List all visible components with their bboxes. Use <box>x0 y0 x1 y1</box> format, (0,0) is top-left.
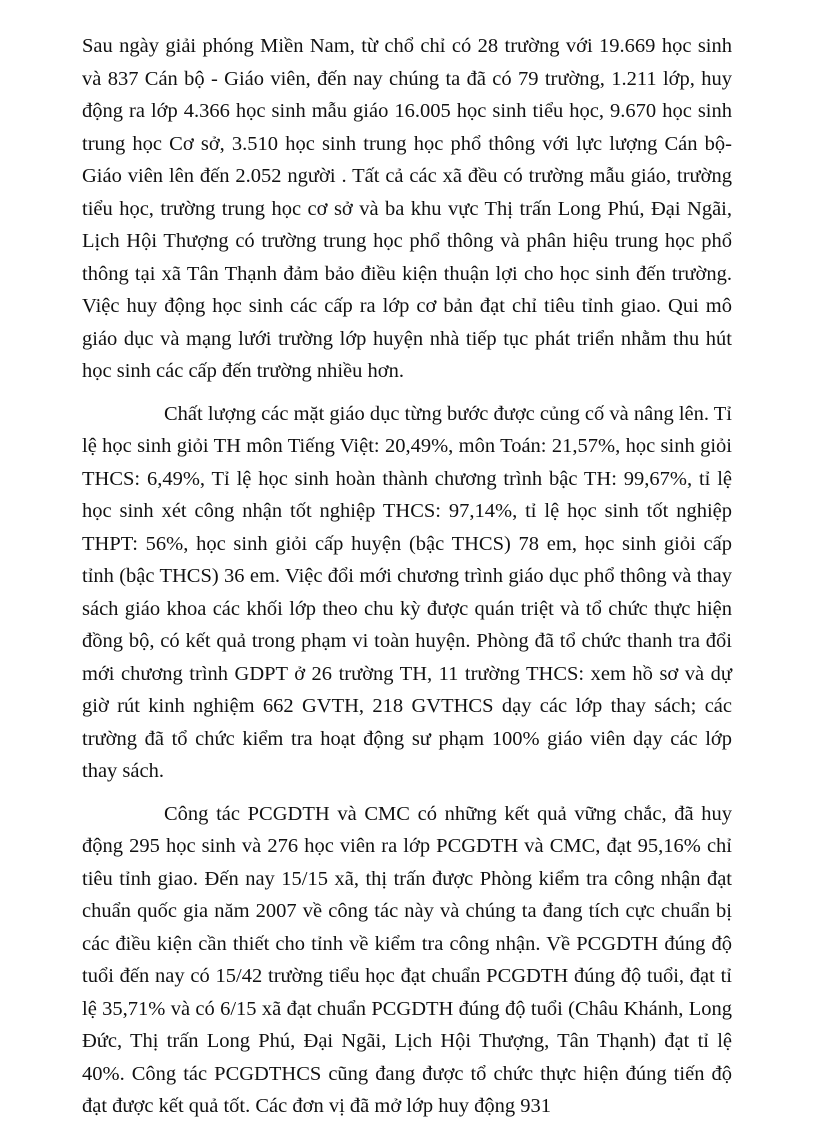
paragraph-2: Chất lượng các mặt giáo dục từng bước được củng cố và nâng lên. Tỉ lệ học sinh giỏi TH môn Tiếng Việt: 20,49%, môn Toán: 21,57%, học sinh giỏi THCS: 6,49%, Tỉ lệ học sinh hoàn thành chương trình bậc TH: 99,67%, tỉ lệ học sinh xét công nhận tốt nghiệp THCS: 97,14%, tỉ lệ học sinh tốt nghiệp THPT: 56%, học sinh giỏi cấp huyện (bậc THCS) 78 em, học sinh giỏi cấp tỉnh (bậc THCS) 36 em. Việc đổi mới chương trình giáo dục phổ thông và thay sách giáo khoa các khối lớp theo chu kỳ được quán triệt và tổ chức thực hiện đồng bộ, có kết quả trong phạm vi toàn huyện. Phòng đã tổ chức thanh tra đổi mới chương trình GDPT ở 26 trường TH, 11 trường THCS: xem hồ sơ và dự giờ rút kinh nghiệm 662 GVTH, 218 GVTHCS dạy các lớp thay sách; các trường đã tổ chức kiểm tra hoạt động sư phạm 100% giáo viên dạy các lớp thay sách. <box>82 402 732 782</box>
document-page <box>82 30 732 1123</box>
paragraph-3: Công tác PCGDTH và CMC có những kết quả vững chắc, đã huy động 295 học sinh và 276 học viên ra lớp PCGDTH và CMC, đạt 95,16% chỉ tiêu tỉnh giao. Đến nay 15/15 xã, thị trấn được Phòng kiểm tra công nhận đạt chuẩn quốc gia năm 2007 về công tác này và chúng ta đang tích cực chuẩn bị các điều kiện cần thiết cho tỉnh về kiểm tra công nhận. Về PCGDTH đúng độ tuổi đến nay có 15/42 trường tiểu học đạt chuẩn PCGDTH đúng độ tuổi, đạt tỉ lệ 35,71% và có 6/15 xã đạt chuẩn PCGDTH đúng độ tuổi (Châu Khánh, Long Đức, Thị trấn Long Phú, Đại Ngãi, Lịch Hội Thượng, Tân Thạnh) đạt tỉ lệ 40%. Công tác PCGDTHCS cũng đang được tổ chức thực hiện đúng tiến độ đạt được kết quả tốt. Các đơn vị đã mở lớp huy động 931 <box>82 802 732 1117</box>
paragraph-1: Sau ngày giải phóng Miền Nam, từ chổ chỉ có 28 trường với 19.669 học sinh và 837 Cán bộ - Giáo viên, đến nay chúng ta đã có 79 trường, 1.211 lớp, huy động ra lớp 4.366 học sinh mẫu giáo 16.005 học sinh tiểu học, 9.670 học sinh trung học Cơ sở, 3.510 học sinh trung học phổ thông với lực lượng Cán bộ-Giáo viên lên đến 2.052 người . Tất cả các xã đều có trường mẫu giáo, trường tiểu học, trường trung học cơ sở và ba khu vực Thị trấn Long Phú, Đại Ngãi, Lịch Hội Thượng có trường trung học phổ thông và phân hiệu trung học phổ thông tại xã Tân Thạnh đảm bảo điều kiện thuận lợi cho học sinh đến trường. Việc huy động học sinh các cấp ra lớp cơ bản đạt chỉ tiêu tỉnh giao. Qui mô giáo dục và mạng lưới trường lớp huyện nhà tiếp tục phát triển nhằm thu hút học sinh các cấp đến trường nhiều hơn. <box>82 35 732 382</box>
